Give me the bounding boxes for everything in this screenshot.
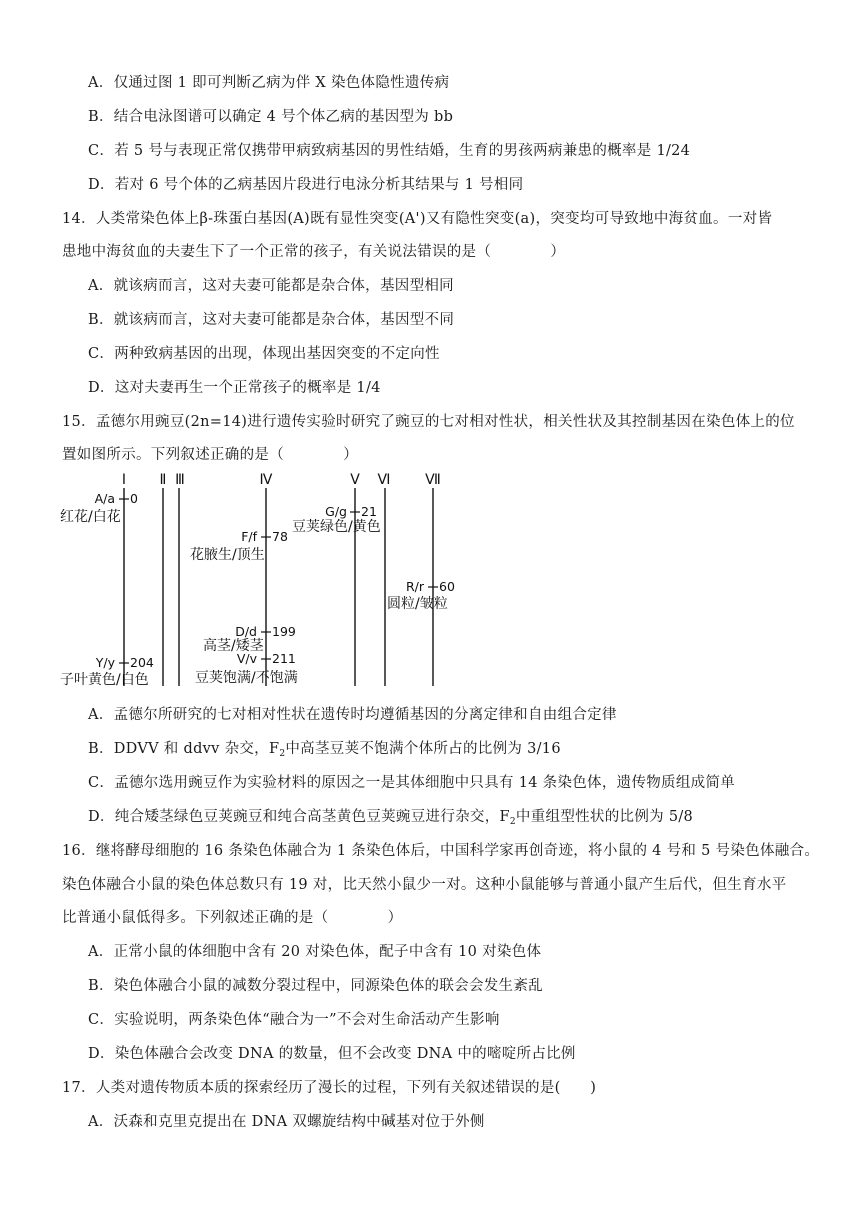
q16-option-c: C．实验说明，两条染色体“融合为一”不会对生命活动产生影响 [88, 1012, 500, 1028]
q16-stem-line1: 16．继将酵母细胞的 16 条染色体融合为 1 条染色体后，中国科学家再创奇迹，将小鼠的 4 号和 5 号染色体融合。 [62, 843, 820, 859]
gene-g-symbol: G/g [325, 504, 347, 519]
chromosome-label-4: Ⅳ [259, 472, 273, 488]
gene-y-position: 204 [130, 655, 154, 670]
q16-option-d: D．染色体融合会改变 DNA 的数量，但不会改变 DNA 中的嘧啶所占比例 [88, 1046, 576, 1062]
chromosome-label-3: Ⅲ [175, 472, 185, 488]
q14-option-a: A．就该病而言，这对夫妻可能都是杂合体，基因型相同 [88, 278, 454, 294]
chromosome-label-2: Ⅱ [159, 472, 167, 488]
gene-f-trait: 花腋生/顶生 [190, 547, 265, 563]
q14-stem-line1: 14．人类常染色体上β-珠蛋白基因(A)既有显性突变(A')又有隐性突变(a)，突变均可导致地中海贫血。一对皆 [62, 211, 773, 227]
q15-stem-line1: 15．孟德尔用豌豆(2n=14)进行遗传实验时研究了豌豆的七对相对性状，相关性状及其控制基因在染色体上的位 [62, 414, 795, 430]
q16-option-a: A．正常小鼠的体细胞中含有 20 对染色体，配子中含有 10 对染色体 [88, 944, 542, 960]
gene-f-symbol: F/f [241, 529, 257, 544]
q16-option-b: B．染色体融合小鼠的减数分裂过程中，同源染色体的联会会发生紊乱 [88, 978, 543, 994]
q16-stem-line3: 比普通小鼠低得多。下列叙述正确的是（ ） [62, 910, 403, 926]
q15-option-c: C．孟德尔选用豌豆作为实验材料的原因之一是其体细胞中只具有 14 条染色体，遗传物质组成简单 [88, 775, 736, 791]
gene-r-position: 60 [439, 579, 455, 594]
q13-option-d: D．若对 6 号个体的乙病基因片段进行电泳分析其结果与 1 号相同 [88, 177, 524, 193]
gene-d-symbol: D/d [235, 624, 257, 639]
q14-stem-line2: 患地中海贫血的夫妻生下了一个正常的孩子，有关说法错误的是（ ） [62, 244, 566, 260]
gene-f-position: 78 [272, 529, 288, 544]
q13-option-c: C．若 5 号与表现正常仅携带甲病致病基因的男性结婚，生育的男孩两病兼患的概率是 1/24 [88, 143, 691, 159]
gene-d-trait: 高茎/矮茎 [203, 638, 264, 654]
q13-option-a: A．仅通过图 1 即可判断乙病为伴 X 染色体隐性遗传病 [88, 75, 450, 91]
q14-option-d: D．这对夫妻再生一个正常孩子的概率是 1/4 [88, 380, 381, 396]
q14-option-c: C．两种致病基因的出现，体现出基因突变的不定向性 [88, 346, 440, 362]
gene-g-trait: 豆荚绿色/黄色 [292, 519, 381, 535]
q15-stem-line2: 置如图所示。下列叙述正确的是（ ） [62, 447, 358, 463]
q17-option-a: A．沃森和克里克提出在 DNA 双螺旋结构中碱基对位于外侧 [88, 1114, 485, 1130]
gene-v-position: 211 [272, 651, 296, 666]
gene-a-trait: 红花/白花 [60, 509, 121, 525]
q15-option-b: B．DDVV 和 ddvv 杂交，$F_2$中高茎豆荚不饱满个体所占的比例为 3/16 [88, 741, 561, 759]
q17-stem-line1: 17．人类对遗传物质本质的探索经历了漫长的过程，下列有关叙述错误的是( ) [62, 1080, 597, 1096]
gene-v-trait: 豆荚饱满/不饱满 [195, 670, 298, 686]
gene-y-symbol: Y/y [95, 655, 115, 670]
chromosome-label-1: Ⅰ [121, 472, 127, 488]
q16-stem-line2: 染色体融合小鼠的染色体总数只有 19 对，比天然小鼠少一对。这种小鼠能够与普通小鼠产生后代，但生育水平 [62, 877, 787, 893]
chromosome-gene-map [58, 470, 478, 692]
gene-y-trait: 子叶黄色/白色 [60, 672, 149, 688]
chromosome-label-6: Ⅵ [377, 472, 391, 488]
q15-option-a: A．孟德尔所研究的七对相对性状在遗传时均遵循基因的分离定律和自由组合定律 [88, 707, 617, 723]
chromosome-label-7: Ⅶ [425, 472, 441, 488]
q13-option-b: B．结合电泳图谱可以确定 4 号个体乙病的基因型为 bb [88, 109, 454, 125]
gene-a-position: 0 [130, 491, 138, 506]
gene-v-symbol: V/v [236, 651, 257, 666]
gene-d-position: 199 [272, 624, 296, 639]
q14-option-b: B．就该病而言，这对夫妻可能都是杂合体，基因型不同 [88, 312, 455, 328]
gene-r-trait: 圆粒/皱粒 [387, 596, 448, 612]
q15-option-d: D．纯合矮茎绿色豆荚豌豆和纯合高茎黄色豆荚豌豆进行杂交，$F_2$中重组型性状的比例为 5/8 [88, 809, 694, 827]
gene-g-position: 21 [361, 504, 377, 519]
gene-r-symbol: R/r [405, 579, 424, 594]
chromosome-label-5: Ⅴ [350, 472, 360, 488]
gene-a-symbol: A/a [94, 491, 115, 506]
